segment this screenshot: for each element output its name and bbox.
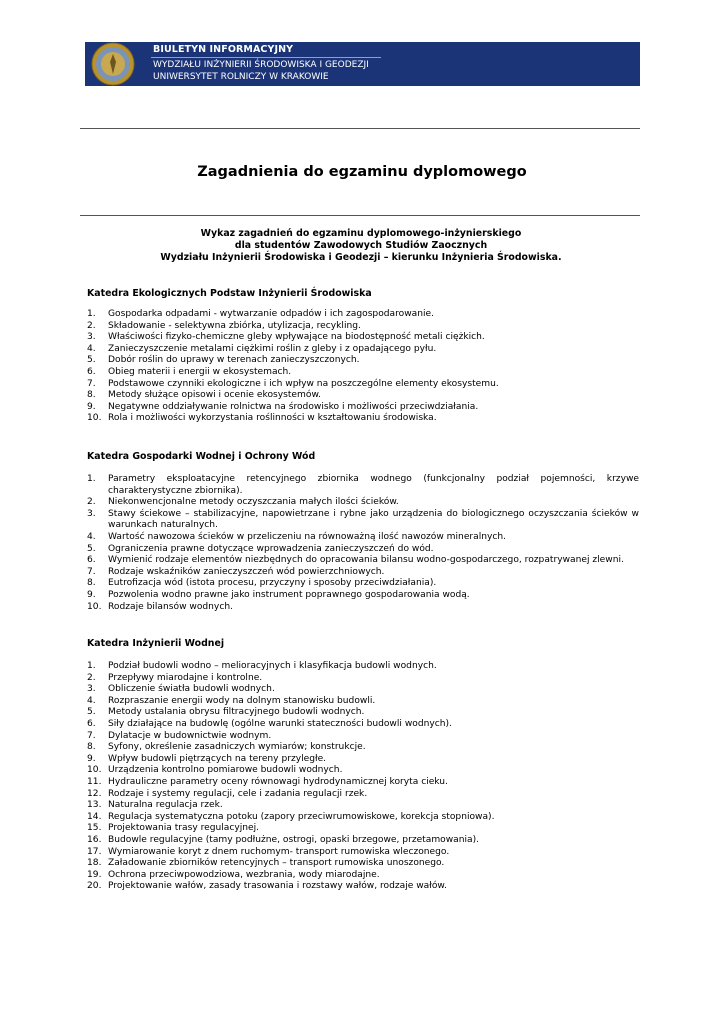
- list-item: [87, 789, 639, 801]
- item-text: Obliczenie światła budowli wodnych.: [108, 684, 275, 695]
- item-text: Podział budowli wodno – melioracyjnych i klasyfikacja budowli wodnych.: [108, 661, 437, 671]
- topic-list: [87, 661, 639, 893]
- item-text: Rozpraszanie energii wody na dolnym stanowisku budowli.: [108, 695, 376, 706]
- item-text: Eutrofizacja wód (istota procesu, przyczyny i sposoby przeciwdziałania).: [108, 578, 437, 589]
- item-number: 5.: [87, 355, 96, 366]
- item-number: 1.: [87, 309, 96, 319]
- item-number: 7.: [87, 378, 96, 389]
- list-item: [87, 578, 639, 590]
- item-text: Rodzaje wskaźników zanieczyszczeń wód powierzchniowych.: [108, 566, 385, 577]
- top-divider: [80, 128, 640, 129]
- item-number: 4.: [87, 531, 96, 542]
- item-text: Regulacja systematyczna potoku (zapory przeciwrumowiskowe, korekcja stopniowa).: [108, 811, 495, 822]
- list-item: [87, 754, 639, 766]
- list-item: [87, 777, 639, 789]
- item-text: Załadowanie zbiorników retencyjnych – transport rumowiska unoszonego.: [108, 858, 445, 869]
- list-item: [87, 474, 639, 497]
- item-number: 8.: [87, 742, 96, 753]
- list-item: [87, 309, 639, 321]
- list-item: [87, 835, 639, 847]
- topic-list: [87, 309, 639, 425]
- item-number: 14.: [87, 811, 102, 822]
- item-number: 10.: [87, 601, 102, 612]
- item-text: Rola i możliwości wykorzystania roślinności w kształtowaniu środowiska.: [108, 413, 437, 424]
- item-text: Ochrona przeciwpowodziowa, wezbrania, wody miarodajne.: [108, 869, 380, 880]
- list-item: [87, 870, 639, 882]
- item-number: 3.: [87, 508, 96, 519]
- list-item: [87, 800, 639, 812]
- item-text: Syfony, określenie zasadniczych wymiarów; konstrukcje.: [108, 742, 366, 753]
- list-item: [87, 823, 639, 835]
- item-text: Zanieczyszczenie metalami ciężkimi roślin z gleby i z opadającego pyłu.: [108, 343, 437, 354]
- item-text: Ograniczenia prawne dotyczące wprowadzenia zanieczyszczeń do wód.: [108, 543, 434, 554]
- list-item: [87, 847, 639, 859]
- university-name: UNIWERSYTET ROLNICZY W KRAKOWIE: [153, 72, 329, 82]
- list-item: [87, 497, 639, 509]
- item-text: Metody ustalania obrysu filtracyjnego budowli wodnych.: [108, 707, 365, 718]
- list-item: [87, 567, 639, 579]
- item-number: 5.: [87, 707, 96, 718]
- item-number: 5.: [87, 543, 96, 554]
- item-number: 7.: [87, 730, 96, 741]
- list-item: [87, 812, 639, 824]
- subtitle-line-2: dla studentów Zawodowych Studiów Zaocznych: [234, 240, 488, 251]
- list-item: [87, 602, 639, 614]
- item-number: 2.: [87, 320, 96, 331]
- item-text: Właściwości fizyko-chemiczne gleby wpływające na biodostępność metali ciężkich.: [108, 332, 485, 343]
- list-item: [87, 402, 639, 414]
- item-number: 12.: [87, 788, 102, 799]
- item-number: 7.: [87, 566, 96, 577]
- item-text: Projektowanie wałów, zasady trasowania i rozstawy wałów, rodzaje wałów.: [108, 881, 447, 892]
- list-item: [87, 355, 639, 367]
- list-item: [87, 858, 639, 870]
- item-text: Wymienić rodzaje elementów niezbędnych do opracowania bilansu wodno-gospodarczego, rozpatrywanej zlewni.: [108, 555, 624, 566]
- item-number: 3.: [87, 684, 96, 695]
- item-number: 6.: [87, 366, 96, 377]
- list-item: [87, 367, 639, 379]
- bulletin-header-band: [85, 42, 640, 86]
- item-number: 16.: [87, 834, 102, 845]
- list-item: [87, 390, 639, 402]
- item-number: 9.: [87, 589, 96, 600]
- page-title: Zagadnienia do egzaminu dyplomowego: [197, 164, 527, 180]
- item-text: Budowle regulacyjne (tamy podłużne, ostrogi, opaski brzegowe, przetamowania).: [108, 834, 480, 845]
- item-number: 4.: [87, 343, 96, 354]
- item-text: Wpływ budowli piętrzących na tereny przyległe.: [108, 753, 327, 764]
- bulletin-title: BIULETYN INFORMACYJNY: [153, 44, 294, 55]
- item-text: Składowanie - selektywna zbiórka, utylizacja, recykling.: [108, 320, 361, 331]
- item-text: Gospodarka odpadami - wytwarzanie odpadów i ich zagospodarowanie.: [108, 309, 434, 319]
- header-divider: [151, 57, 381, 58]
- item-text: Siły działające na budowlę (ogólne warunki stateczności budowli wodnych).: [108, 718, 452, 729]
- university-seal-logo: [90, 42, 136, 86]
- item-number: 6.: [87, 718, 96, 729]
- item-number: 2.: [87, 497, 96, 508]
- list-item: [87, 731, 639, 743]
- list-item: [87, 765, 639, 777]
- item-text: Wartość nawozowa ścieków w przeliczeniu na równoważną ilość nawozów mineralnych.: [108, 531, 507, 542]
- item-number: 9.: [87, 753, 96, 764]
- item-number: 10.: [87, 413, 102, 424]
- item-number: 11.: [87, 776, 102, 787]
- list-item: [87, 379, 639, 391]
- item-number: 2.: [87, 672, 96, 683]
- item-text: Niekonwencjonalne metody oczyszczania małych ilości ścieków.: [108, 497, 399, 508]
- item-text: Negatywne oddziaływanie rolnictwa na środowisko i możliwości przeciwdziałania.: [108, 401, 479, 412]
- item-number: 19.: [87, 869, 102, 880]
- item-text: Metody służące opisowi i ocenie ekosystemów.: [108, 390, 321, 401]
- list-item: [87, 590, 639, 602]
- list-item: [87, 332, 639, 344]
- item-text: Dylatacje w budownictwie wodnym.: [108, 730, 272, 741]
- subtitle-line-1: Wykaz zagadnień do egzaminu dyplomowego-inżynierskiego: [200, 228, 522, 239]
- section-title: Katedra Inżynierii Wodnej: [87, 638, 225, 649]
- item-text: Pozwolenia wodno prawne jako instrument poprawnego gospodarowania wodą.: [108, 589, 470, 600]
- list-item: [87, 344, 639, 356]
- list-item: [87, 321, 639, 333]
- item-text: Dobór roślin do uprawy w terenach zanieczyszczonych.: [108, 355, 360, 366]
- item-text: Podstawowe czynniki ekologiczne i ich wpływ na poszczególne elementy ekosystemu.: [108, 378, 499, 389]
- item-text: Przepływy miarodajne i kontrolne.: [108, 672, 263, 683]
- list-item: [87, 707, 639, 719]
- item-text: Obieg materii i energii w ekosystemach.: [108, 366, 292, 377]
- list-item: [87, 413, 639, 425]
- item-text: Rodzaje bilansów wodnych.: [108, 601, 233, 612]
- item-text: Urządzenia kontrolno pomiarowe budowli wodnych.: [108, 765, 343, 776]
- item-number: 13.: [87, 800, 102, 811]
- list-item: [87, 742, 639, 754]
- item-text: Wymiarowanie koryt z dnem ruchomym- transport rumowiska wleczonego.: [108, 846, 450, 857]
- item-number: 8.: [87, 578, 96, 589]
- subtitle-line-3: Wydziału Inżynierii Środowiska i Geodezji – kierunku Inżynieria Środowiska.: [160, 252, 562, 263]
- title-divider: [80, 215, 640, 216]
- section-title: Katedra Gospodarki Wodnej i Ochrony Wód: [87, 451, 316, 462]
- item-number: 17.: [87, 846, 102, 857]
- item-number: 18.: [87, 858, 102, 869]
- item-number: 4.: [87, 695, 96, 706]
- list-item: [87, 544, 639, 556]
- list-item: [87, 532, 639, 544]
- item-text: Rodzaje i systemy regulacji, cele i zadania regulacji rzek.: [108, 788, 368, 799]
- item-number: 8.: [87, 390, 96, 401]
- item-number: 3.: [87, 332, 96, 343]
- section-title: Katedra Ekologicznych Podstaw Inżynierii Środowiska: [87, 288, 372, 299]
- item-text: Parametry eksploatacyjne retencyjnego zbiornika wodnego (funkcjonalny podział pojemności, krzywe charakterystyczne zbiornika).: [108, 474, 639, 496]
- list-item: [87, 673, 639, 685]
- item-number: 1.: [87, 474, 96, 484]
- item-text: Projektowania trasy regulacyjnej.: [108, 823, 260, 834]
- item-number: 10.: [87, 765, 102, 776]
- list-item: [87, 661, 639, 673]
- item-text: Stawy ściekowe – stabilizacyjne, napowietrzane i rybne jako urządzenia do biologicznego oczyszczania ścieków w warunkach naturalnych.: [108, 508, 639, 531]
- item-number: 1.: [87, 661, 96, 671]
- list-item: [87, 509, 639, 532]
- document-subtitle: [80, 228, 642, 264]
- item-number: 20.: [87, 881, 102, 892]
- list-item: [87, 719, 639, 731]
- item-number: 15.: [87, 823, 102, 834]
- item-text: Hydrauliczne parametry oceny równowagi hydrodynamicznej koryta cieku.: [108, 776, 448, 787]
- item-number: 9.: [87, 401, 96, 412]
- faculty-name: WYDZIAŁU INŻYNIERII ŚRODOWISKA I GEODEZJI: [153, 60, 369, 70]
- list-item: [87, 555, 639, 567]
- list-item: [87, 881, 639, 893]
- item-text: Naturalna regulacja rzek.: [108, 800, 223, 811]
- item-number: 6.: [87, 555, 96, 566]
- list-item: [87, 696, 639, 708]
- topic-list: [87, 474, 639, 613]
- list-item: [87, 684, 639, 696]
